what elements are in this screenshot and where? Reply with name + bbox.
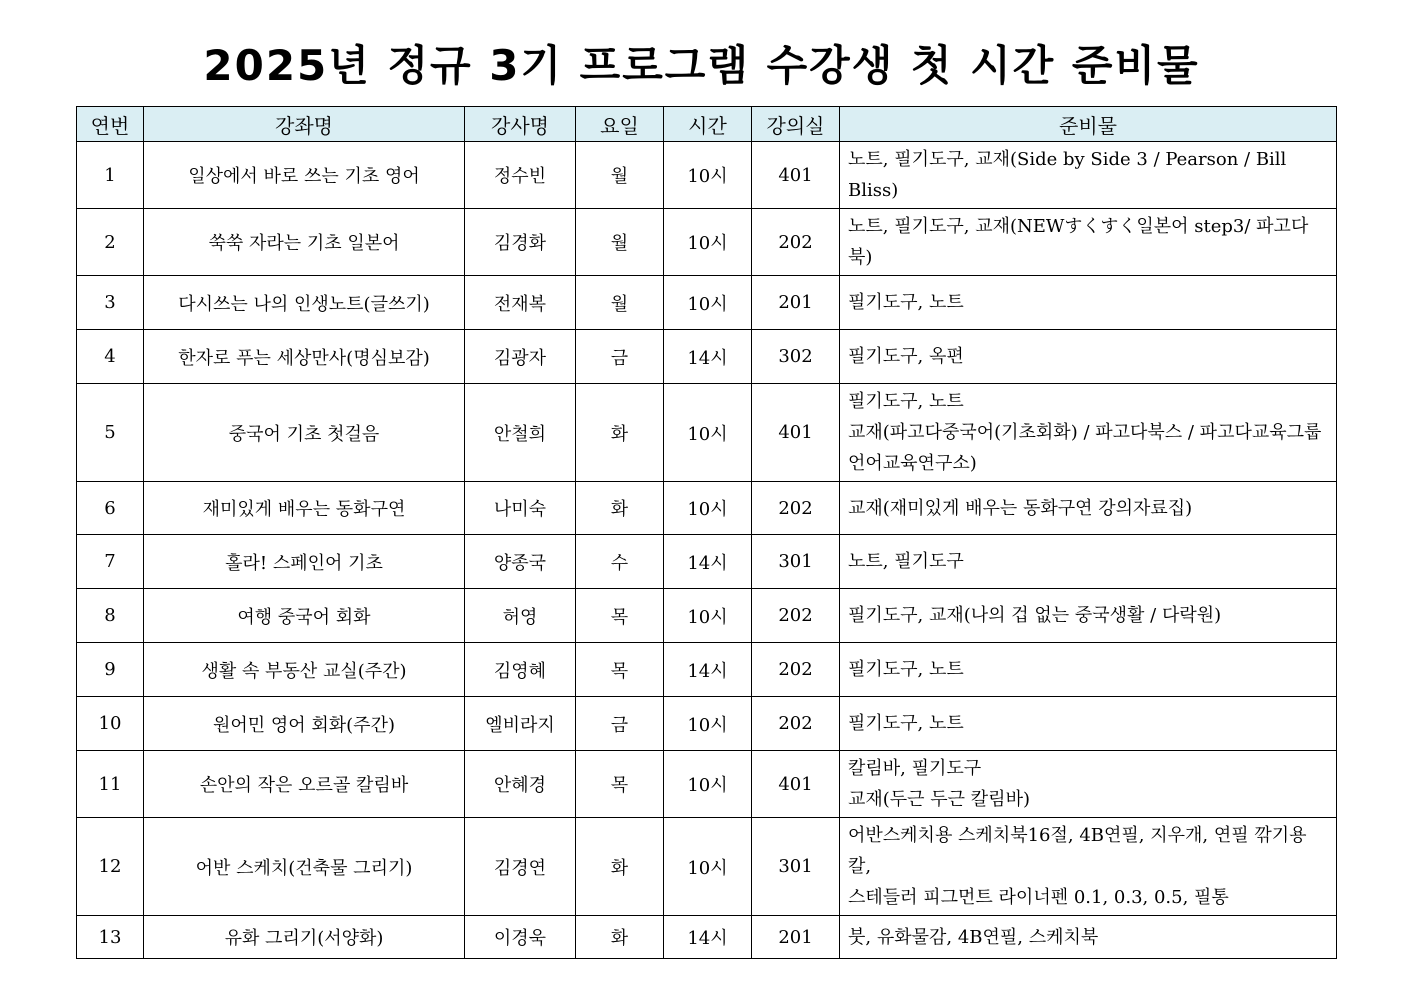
cell-no: 8 (77, 589, 144, 643)
cell-course: 여행 중국어 회화 (144, 589, 465, 643)
cell-no: 7 (77, 535, 144, 589)
table-row (77, 589, 1337, 643)
cell-materials (840, 643, 1337, 697)
cell-instructor: 안철희 (465, 384, 576, 482)
cell-room: 201 (752, 276, 840, 330)
cell-room: 202 (752, 697, 840, 751)
cell-day: 화 (576, 482, 664, 535)
cell-time: 14시 (664, 643, 752, 697)
materials-line: 스테들러 피그먼트 라이너펜 0.1, 0.3, 0.5, 필통 (848, 887, 1229, 908)
cell-instructor: 엘비라지 (465, 697, 576, 751)
cell-instructor: 정수빈 (465, 142, 576, 209)
materials-table (76, 106, 1337, 959)
cell-time: 10시 (664, 697, 752, 751)
materials-line: 교재(재미있게 배우는 동화구연 강의자료집) (848, 497, 1193, 519)
cell-course: 어반 스케치(건축물 그리기) (144, 818, 465, 916)
table-row (77, 276, 1337, 330)
cell-room: 301 (752, 535, 840, 589)
cell-materials (840, 535, 1337, 589)
cell-room: 401 (752, 384, 840, 482)
cell-materials (840, 697, 1337, 751)
table-row (77, 751, 1337, 818)
cell-instructor: 김경연 (465, 818, 576, 916)
cell-day: 월 (576, 142, 664, 209)
cell-room: 302 (752, 330, 840, 384)
header-instructor: 강사명 (465, 107, 576, 142)
cell-course: 일상에서 바로 쓰는 기초 영어 (144, 142, 465, 209)
cell-no: 9 (77, 643, 144, 697)
header-materials: 준비물 (840, 107, 1337, 142)
materials-line: 필기도구, 옥편 (848, 346, 964, 367)
cell-no: 3 (77, 276, 144, 330)
cell-materials (840, 482, 1337, 535)
cell-time: 10시 (664, 818, 752, 916)
cell-day: 목 (576, 751, 664, 818)
cell-time: 10시 (664, 482, 752, 535)
cell-day: 화 (576, 916, 664, 959)
cell-day: 월 (576, 209, 664, 276)
table-header-row (77, 107, 1337, 142)
materials-line: 교재(두근 두근 칼림바) (848, 789, 1030, 810)
cell-instructor: 김광자 (465, 330, 576, 384)
materials-line: 필기도구, 노트 (848, 659, 964, 680)
materials-line: 교재(파고다중국어(기초회화) / 파고다북스 / 파고다교육그룹 언어교육연구소) (848, 422, 1322, 474)
cell-materials (840, 276, 1337, 330)
cell-instructor: 김영혜 (465, 643, 576, 697)
cell-course: 중국어 기초 첫걸음 (144, 384, 465, 482)
materials-line: 필기도구, 노트 (848, 391, 964, 412)
cell-time: 10시 (664, 589, 752, 643)
table-row (77, 482, 1337, 535)
cell-course: 다시쓰는 나의 인생노트(글쓰기) (144, 276, 465, 330)
materials-line: 노트, 필기도구 (848, 551, 964, 572)
cell-day: 월 (576, 276, 664, 330)
cell-no: 2 (77, 209, 144, 276)
cell-course: 생활 속 부동산 교실(주간) (144, 643, 465, 697)
cell-course: 홀라! 스페인어 기초 (144, 535, 465, 589)
cell-day: 화 (576, 818, 664, 916)
cell-room: 202 (752, 589, 840, 643)
cell-day: 수 (576, 535, 664, 589)
cell-materials (840, 818, 1337, 916)
page-title: 2025년 정규 3기 프로그램 수강생 첫 시간 준비물 (203, 41, 1200, 90)
cell-time: 10시 (664, 209, 752, 276)
cell-course: 쑥쑥 자라는 기초 일본어 (144, 209, 465, 276)
cell-time: 14시 (664, 330, 752, 384)
header-room: 강의실 (752, 107, 840, 142)
cell-materials (840, 589, 1337, 643)
cell-room: 202 (752, 482, 840, 535)
cell-time: 10시 (664, 751, 752, 818)
materials-line: 노트, 필기도구, 교재(Side by Side 3 / Pearson / Bill Bliss) (848, 149, 1287, 201)
cell-time: 10시 (664, 142, 752, 209)
header-time: 시간 (664, 107, 752, 142)
cell-day: 목 (576, 643, 664, 697)
materials-line: 노트, 필기도구, 교재(NEWすくすく일본어 step3/ 파고다북) (848, 216, 1309, 268)
cell-materials (840, 751, 1337, 818)
cell-materials (840, 330, 1337, 384)
cell-course: 한자로 푸는 세상만사(명심보감) (144, 330, 465, 384)
cell-instructor: 김경화 (465, 209, 576, 276)
table-row (77, 818, 1337, 916)
cell-room: 301 (752, 818, 840, 916)
cell-instructor: 전재복 (465, 276, 576, 330)
cell-room: 401 (752, 142, 840, 209)
table-row (77, 384, 1337, 482)
cell-instructor: 이경욱 (465, 916, 576, 959)
cell-room: 202 (752, 209, 840, 276)
cell-no: 13 (77, 916, 144, 959)
cell-instructor: 양종국 (465, 535, 576, 589)
materials-line: 칼림바, 필기도구 (848, 758, 982, 779)
table-row (77, 697, 1337, 751)
cell-no: 6 (77, 482, 144, 535)
cell-time: 14시 (664, 535, 752, 589)
cell-day: 화 (576, 384, 664, 482)
table-row (77, 916, 1337, 959)
header-course: 강좌명 (144, 107, 465, 142)
cell-day: 금 (576, 697, 664, 751)
cell-materials (840, 209, 1337, 276)
cell-course: 원어민 영어 회화(주간) (144, 697, 465, 751)
table-row (77, 209, 1337, 276)
cell-time: 14시 (664, 916, 752, 959)
materials-line: 붓, 유화물감, 4B연필, 스케치북 (848, 926, 1099, 948)
materials-line: 필기도구, 교재(나의 겁 없는 중국생활 / 다락원) (848, 605, 1222, 626)
cell-time: 10시 (664, 276, 752, 330)
cell-room: 201 (752, 916, 840, 959)
cell-day: 목 (576, 589, 664, 643)
cell-materials (840, 384, 1337, 482)
cell-course: 유화 그리기(서양화) (144, 916, 465, 959)
cell-no: 4 (77, 330, 144, 384)
header-no: 연번 (77, 107, 144, 142)
cell-instructor: 허영 (465, 589, 576, 643)
cell-course: 재미있게 배우는 동화구연 (144, 482, 465, 535)
cell-no: 5 (77, 384, 144, 482)
materials-line: 필기도구, 노트 (848, 292, 964, 313)
cell-course: 손안의 작은 오르골 칼림바 (144, 751, 465, 818)
cell-instructor: 나미숙 (465, 482, 576, 535)
cell-room: 401 (752, 751, 840, 818)
cell-no: 10 (77, 697, 144, 751)
materials-line: 필기도구, 노트 (848, 713, 964, 734)
cell-materials (840, 142, 1337, 209)
cell-no: 1 (77, 142, 144, 209)
cell-day: 금 (576, 330, 664, 384)
table-row (77, 535, 1337, 589)
cell-room: 202 (752, 643, 840, 697)
materials-line: 어반스케치용 스케치북16절, 4B연필, 지우개, 연필 깎기용 칼, (848, 825, 1307, 877)
cell-instructor: 안혜경 (465, 751, 576, 818)
cell-no: 11 (77, 751, 144, 818)
cell-time: 10시 (664, 384, 752, 482)
table-row (77, 142, 1337, 209)
header-day: 요일 (576, 107, 664, 142)
cell-materials (840, 916, 1337, 959)
cell-no: 12 (77, 818, 144, 916)
table-row (77, 643, 1337, 697)
table-row (77, 330, 1337, 384)
